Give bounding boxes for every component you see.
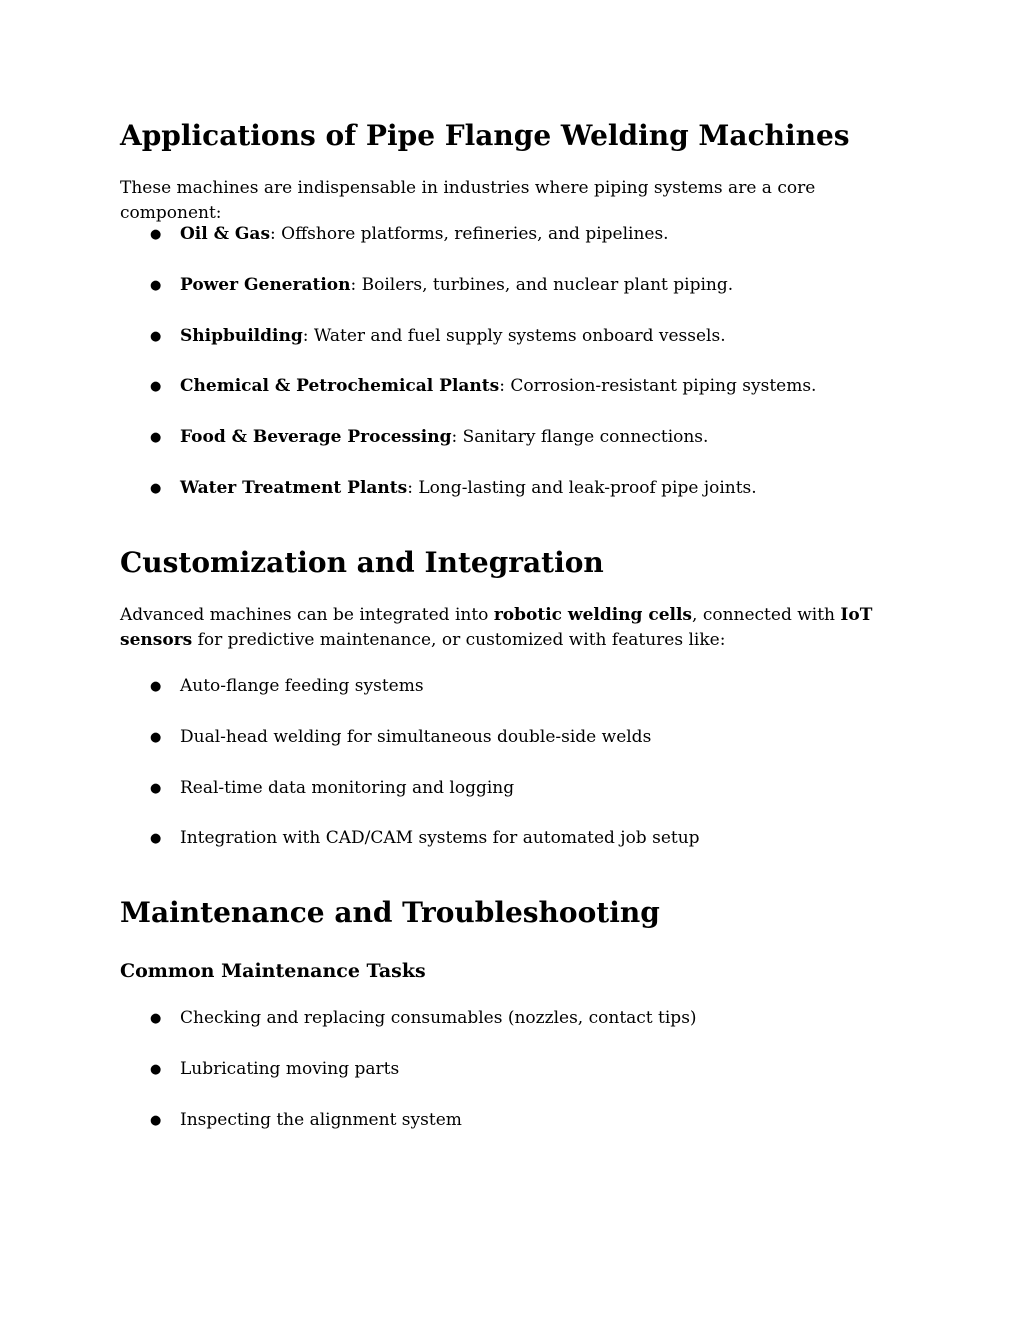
- intro-text: , connected with: [692, 605, 841, 625]
- bullet-icon: ●: [150, 278, 162, 293]
- list-item-term: Shipbuilding: [180, 326, 303, 346]
- list-item-term: Chemical & Petrochemical Plants: [180, 376, 500, 396]
- heading-applications: Applications of Pipe Flange Welding Machines: [120, 119, 850, 152]
- heading-customization: Customization and Integration: [120, 546, 604, 579]
- bullet-icon: ●: [150, 781, 162, 796]
- list-item-text: Real-time data monitoring and logging: [180, 778, 515, 798]
- applications-intro: These machines are indispensable in industries where piping systems are a core component:: [120, 178, 816, 223]
- heading-maintenance: Maintenance and Troubleshooting: [120, 896, 660, 929]
- bullet-icon: ●: [150, 227, 162, 242]
- customization-intro: [120, 603, 910, 653]
- bullet-icon: ●: [150, 730, 162, 745]
- list-item-text: Dual-head welding for simultaneous double-side welds: [180, 727, 652, 747]
- list-item-desc: : Sanitary flange connections.: [451, 427, 709, 447]
- intro-text: for predictive maintenance, or customized with features like:: [192, 630, 726, 650]
- list-item-term: Oil & Gas: [180, 224, 271, 244]
- list-item-term: Water Treatment Plants: [180, 478, 408, 498]
- list-item-desc: : Corrosion-resistant piping systems.: [499, 376, 817, 396]
- list-item-text: Inspecting the alignment system: [180, 1110, 462, 1130]
- bullet-icon: ●: [150, 430, 162, 445]
- list-item-desc: : Water and fuel supply systems onboard vessels.: [302, 326, 726, 346]
- list-item-desc: : Long-lasting and leak-proof pipe joints.: [407, 478, 757, 498]
- list-item-desc: : Boilers, turbines, and nuclear plant piping.: [350, 275, 734, 295]
- bullet-icon: ●: [150, 1113, 162, 1128]
- intro-bold-robotic: robotic welding cells: [493, 605, 693, 625]
- bullet-icon: ●: [150, 379, 162, 394]
- bullet-icon: ●: [150, 481, 162, 496]
- list-item-term: Food & Beverage Processing: [180, 427, 452, 447]
- list-item-text: Integration with CAD/CAM systems for automated job setup: [180, 828, 700, 848]
- list-item-term: Power Generation: [180, 275, 351, 295]
- bullet-icon: ●: [150, 1011, 162, 1026]
- bullet-icon: ●: [150, 1062, 162, 1077]
- list-item-text: Lubricating moving parts: [180, 1059, 400, 1079]
- intro-bold-iot: IoT sensors: [120, 605, 873, 650]
- bullet-icon: ●: [150, 831, 162, 846]
- list-item-text: Auto-flange feeding systems: [180, 676, 424, 696]
- list-item-text: Checking and replacing consumables (nozzles, contact tips): [180, 1008, 697, 1028]
- list-item-desc: : Offshore platforms, refineries, and pipelines.: [270, 224, 669, 244]
- subheading-maintenance-tasks: Common Maintenance Tasks: [120, 960, 426, 982]
- intro-text: Advanced machines can be integrated into: [120, 605, 494, 625]
- bullet-icon: ●: [150, 679, 162, 694]
- bullet-icon: ●: [150, 329, 162, 344]
